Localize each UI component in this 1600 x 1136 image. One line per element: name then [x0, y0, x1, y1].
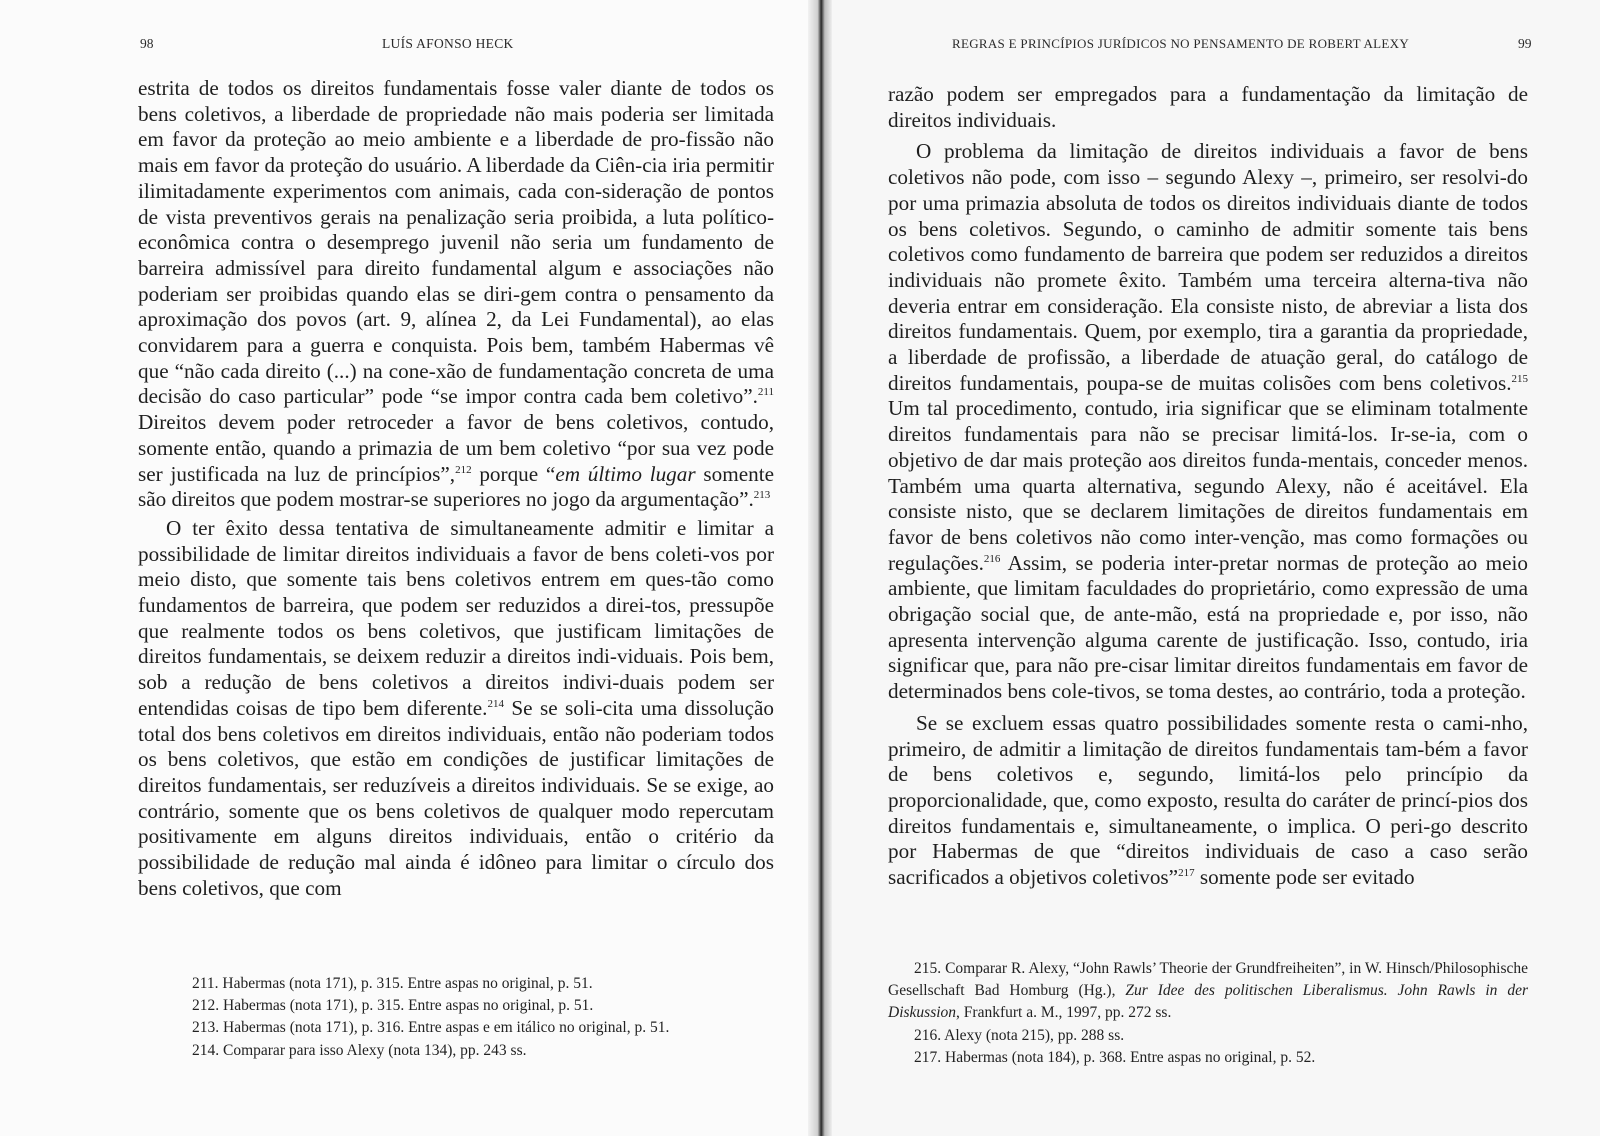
text-run: somente são direitos que podem mostrar-se superiores no jogo da argumentação”.: [138, 461, 774, 512]
text-run: O problema da limitação de direitos individuais a favor de bens coletivos não pode, com isso – segundo Alexy –, primeiro, ser resolvi-do por uma primazia absoluta de todos os direitos individuais diante de todos os bens coletivos. Segundo, o caminho de admitir somente tais bens coletivos como fundamento de barreira que podem ser reduzidos a direitos individuais não promete êxito. Também uma terceira alterna-tiva não deveria entrar em consideração. Ela consiste nisto, de abreviar a lista dos direitos fundamentais. Quem, por exemplo, tira a garantia da propriedade, a liberdade de profissão, a liberdade de atuação geral, do catálogo de direitos fundamentais, poupa-se de muitas colisões com bens coletivos.: [888, 139, 1528, 395]
left-footnotes: [192, 973, 762, 1062]
left-paragraph-1: [138, 76, 774, 513]
text-run: Um tal procedimento, contudo, iria significar que se eliminam totalmente direitos fundamentais para não se precisar limitá-los. Ir-se-ia, com o objetivo de dar mais proteção aos direitos funda-mentais, conceder menos. Também uma quarta alternativa, segundo Alexy, não é aceitável. Ela consiste nisto, que se declarem limitações de direitos fundamentais em favor de bens coletivos não como inter-venção, mas como formações ou regulações.: [888, 396, 1528, 575]
text-run: porque “: [471, 461, 556, 486]
right-body-text: [888, 82, 1528, 891]
text-run: razão podem ser empregados para a fundamentação da limitação de direitos individuais.: [888, 82, 1528, 132]
right-page: [820, 0, 1600, 1136]
left-paragraph-2: [138, 516, 774, 902]
footnote-216: 216. Alexy (nota 215), pp. 288 ss.: [914, 1026, 1125, 1044]
italic-run: Zur Idee des politischen Liberalismus. John Rawls in der Diskussion: [888, 982, 1528, 1022]
right-page-number: 99: [1518, 36, 1532, 51]
footnote-212: 212. Habermas (nota 171), p. 315. Entre aspas no original, p. 51.: [192, 997, 594, 1015]
text-run: Se se excluem essas quatro possibilidades somente resta o cami-nho, primeiro, de admitir a limitação de direitos fundamentais tam-bém a favor de bens coletivos e, segundo, limitá-los pelo princípio da proporcionalidade, que, como exposto, resulta do caráter de princí-pios dos direitos fundamentais e, simultaneamente, o implica. O peri-go descrito por Habermas de que “direitos individuais de caso a caso serão sacrificados a objetivos coletivos”: [888, 710, 1528, 890]
text-run: estrita de todos os direitos fundamentais fosse valer diante de todos os bens coletivos, a liberdade de propriedade não mais poderia ser limitada em favor da proteção ao meio ambiente e a liberdade de pro-fissão não mais em favor da proteção do usuário. A liberdade da Ciên-cia iria permitir ilimitadamente experimentos com animais, cada con-sideração de pontos de vista preventivos gerais na penalização seria proibida, a luta político-econômica contra o desemprego juvenil não seria um fundamento de barreira admissível para direito fundamental algum e associações não poderiam ser proibidas quando elas se diri-gem contra o pensamento da aproximação dos povos (art. 9, alínea 2, da Lei Fundamental), ao elas convidarem para a guerra e conquista. Pois bem, também Habermas vê que “não cada direito (...) na cone-xão de fundamentação concreta de uma decisão do caso particular” pode “se impor contra cada bem coletivo”.: [138, 76, 774, 409]
footnote-ref-215: 215: [1511, 372, 1528, 385]
right-footnotes: [888, 958, 1528, 1069]
footnote-ref-217: 217: [1178, 867, 1195, 880]
footnote-215: [888, 958, 1528, 1025]
right-paragraph-2: [888, 139, 1528, 704]
footnote-ref-213: 213: [753, 489, 771, 502]
text-run: Direitos devem poder retroceder a favor de bens coletivos, contudo, somente então, quando a primazia de um bem coletivo “por sua vez pode ser justificada na luz de princípios”,: [138, 410, 774, 486]
footnote-214: 214. Comparar para isso Alexy (nota 134), pp. 243 ss.: [192, 1041, 527, 1059]
text-run: Se se soli-cita uma dissolução total dos bens coletivos em direitos individuais, então não poderiam todos os bens coletivos, que estão em condições de justificar limitações de direitos fundamentais, ser reduzíveis a direitos individuais. Se se exige, ao contrário, somente que os bens coletivos de qualquer modo repercutam positivamente em alguns direitos individuais, então o critério da possibilidade de redução mal ainda é idôneo para limitar o círculo dos bens coletivos, que com: [138, 695, 775, 900]
footnote-213: 213. Habermas (nota 171), p. 316. Entre aspas e em itálico no original, p. 51.: [192, 1019, 670, 1037]
right-running-head: REGRAS E PRINCÍPIOS JURÍDICOS NO PENSAMENTO DE ROBERT ALEXY: [952, 36, 1410, 51]
italic-run: em último lugar: [555, 461, 696, 486]
footnote-217: 217. Habermas (nota 184), p. 368. Entre aspas no original, p. 52.: [914, 1048, 1316, 1066]
left-page-number: 98: [140, 36, 154, 51]
book-gutter: [808, 0, 832, 1136]
right-paragraph-3: [888, 711, 1528, 891]
left-body-text: [138, 76, 774, 902]
text-run: , Frankfurt a. M., 1997, pp. 272 ss.: [956, 1004, 1172, 1022]
right-paragraph-1: [888, 82, 1528, 133]
footnote-ref-212: 212: [455, 463, 472, 476]
left-running-head: LUÍS AFONSO HECK: [382, 36, 514, 51]
footnote-ref-214: 214: [487, 697, 504, 710]
footnote-ref-216: 216: [983, 552, 1001, 565]
text-run: 215. Comparar R. Alexy, “John Rawls’ Theorie der Grundfreiheiten”, in W. Hinsch/Philosophische Gesellschaft Bad Homburg (Hg.),: [888, 960, 1528, 1000]
text-run: Assim, se poderia inter-pretar normas de proteção ao meio ambiente, que limitam faculdades do proprietário, como expressão de uma obrigação social que, de ante-mão, está na propriedade e, por isso, não apresenta intervenção alguma carente de justificação. Isso, contudo, iria significar que, para não pre-cisar limitar direitos fundamentais em favor de determinados bens cole-tivos, se toma destes, ao contrário, toda a proteção.: [888, 550, 1528, 704]
footnote-ref-211: 211: [757, 386, 774, 399]
text-run: somente pode ser evitado: [1194, 865, 1415, 890]
footnote-211: 211. Habermas (nota 171), p. 315. Entre aspas no original, p. 51.: [192, 975, 593, 992]
text-run: O ter êxito dessa tentativa de simultaneamente admitir e limitar a possibilidade de limitar direitos individuais a favor de bens coleti-vos por meio disto, que somente tais bens coletivos entrem em ques-tão como fundamentos de barreira, que podem ser reduzidos a direi-tos, pressupõe que realmente todos os bens coletivos, que justificam limitações de direitos fundamentais, se deixem reduzir a direitos indi-viduais. Pois bem, sob a redução de bens coletivos a direitos indivi-duais podem ser entendidas coisas de tipo bem diferente.: [138, 515, 774, 720]
